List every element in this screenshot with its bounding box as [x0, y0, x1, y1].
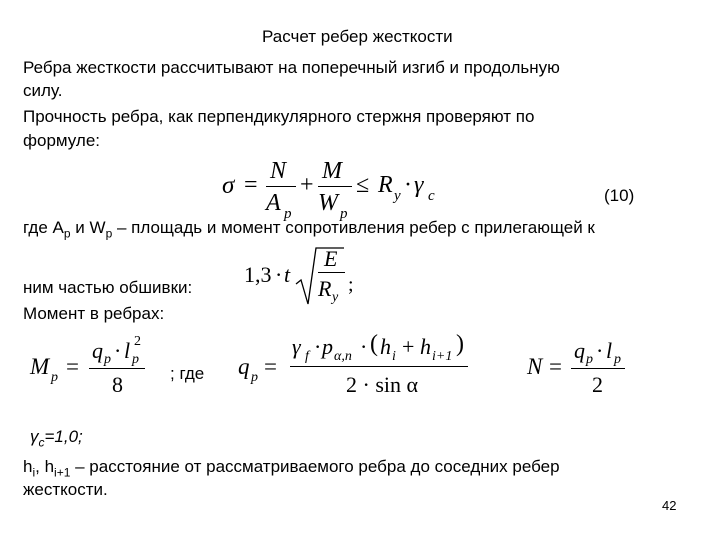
- last-paragraph-line-2: жесткости.: [23, 480, 108, 499]
- r-symbol: R: [378, 172, 393, 198]
- moment-label: Момент в ребрах:: [23, 304, 165, 323]
- e-symbol: E: [324, 246, 338, 271]
- equals-sign: =: [264, 354, 277, 379]
- gamma-subscript: f: [305, 349, 309, 364]
- dot-operator-2: ·: [360, 334, 368, 359]
- plus-sign: +: [402, 334, 415, 359]
- fraction-bar-m: [318, 186, 352, 187]
- dot-operator-1: ·: [314, 334, 322, 359]
- q-symbol: q: [92, 338, 103, 363]
- paragraph-1-line-2: силу.: [23, 81, 63, 100]
- dot-operator: ·: [114, 338, 122, 363]
- page-title: Расчет ребер жесткости: [262, 27, 453, 46]
- dot-operator: ·: [404, 172, 412, 198]
- l-symbol: l: [606, 338, 613, 363]
- r-symbol: R: [318, 276, 332, 301]
- n-symbol: N: [527, 354, 543, 379]
- denominator-w: W: [318, 190, 338, 216]
- fraction-bar-e: [318, 272, 345, 273]
- paragraph-2-line-1: Прочность ребра, как перпендикулярного стержня проверяют по: [23, 107, 535, 126]
- paren-close: ): [456, 331, 464, 357]
- dot-operator: ·: [596, 338, 604, 363]
- l-superscript: 2: [134, 334, 141, 349]
- equals-sign: =: [244, 172, 258, 198]
- h-i1-symbol: h: [420, 334, 431, 359]
- l-subscript: p: [614, 352, 621, 367]
- gamma-subscript: c: [428, 188, 435, 204]
- m-symbol: M: [30, 354, 50, 379]
- paragraph-2-line-2: формуле:: [23, 131, 100, 150]
- q-subscript: p: [251, 370, 258, 385]
- paragraph-1-line-1: Ребра жесткости рассчитывают на поперечный изгиб и продольную: [23, 58, 560, 77]
- less-equal-sign: ≤: [356, 172, 370, 198]
- semicolon-where: ; где: [170, 364, 205, 383]
- gamma-symbol: γ: [292, 334, 301, 359]
- paren-open: (: [370, 331, 378, 357]
- n-denominator: 2: [592, 372, 603, 397]
- l-symbol: l: [124, 338, 131, 363]
- t-symbol: t: [284, 262, 291, 287]
- equals-sign: =: [66, 354, 79, 379]
- p-symbol: p: [322, 334, 333, 359]
- denominator-a: A: [266, 190, 281, 216]
- r-subscript: y: [332, 290, 339, 305]
- q-subscript: p: [586, 352, 593, 367]
- q-denominator: 2 · sin α: [346, 372, 419, 397]
- coef-value: 1,3: [244, 262, 272, 287]
- paragraph-3-text: ним частью обшивки:: [23, 278, 193, 297]
- h-i1-subscript: i+1: [432, 349, 453, 364]
- sigma-symbol: σ: [222, 172, 235, 199]
- r-subscript: y: [394, 188, 401, 204]
- numerator-m: M: [322, 158, 342, 184]
- q-symbol: q: [574, 338, 585, 363]
- q-symbol: q: [238, 354, 250, 379]
- dot-operator: ·: [275, 262, 283, 287]
- equals-sign: =: [549, 354, 562, 379]
- fraction-bar-q: [290, 366, 468, 367]
- h-i-symbol: h: [380, 334, 391, 359]
- formula-number: (10): [604, 186, 635, 205]
- fraction-bar-n: [266, 186, 296, 187]
- page-number: 42: [662, 498, 677, 513]
- gamma-c-value: $\gamma_c=1,0$;: [30, 427, 83, 450]
- numerator-n: N: [270, 158, 287, 184]
- denominator-w-subscript: p: [340, 206, 348, 222]
- m-subscript: p: [51, 370, 58, 385]
- q-subscript: p: [104, 352, 111, 367]
- l-subscript: p: [132, 352, 139, 367]
- moment-denominator: 8: [112, 372, 123, 397]
- p-subscript: α,n: [334, 349, 352, 364]
- plus-sign: +: [300, 172, 314, 198]
- h-i-subscript: i: [392, 349, 396, 364]
- gamma-symbol: γ: [414, 172, 424, 198]
- denominator-a-subscript: p: [284, 206, 292, 222]
- fraction-bar-moment: [89, 368, 145, 369]
- last-paragraph-line-1: $h_i$, $h_{i+1}$ – расстояние от рассматриваемого ребра до соседних ребер: [23, 457, 560, 480]
- fraction-bar-n: [571, 368, 625, 369]
- where-line: где $А_р$ и $W_р$ – площадь и момент сопротивления ребер с прилегающей к: [23, 218, 595, 241]
- semicolon: ;: [348, 274, 354, 296]
